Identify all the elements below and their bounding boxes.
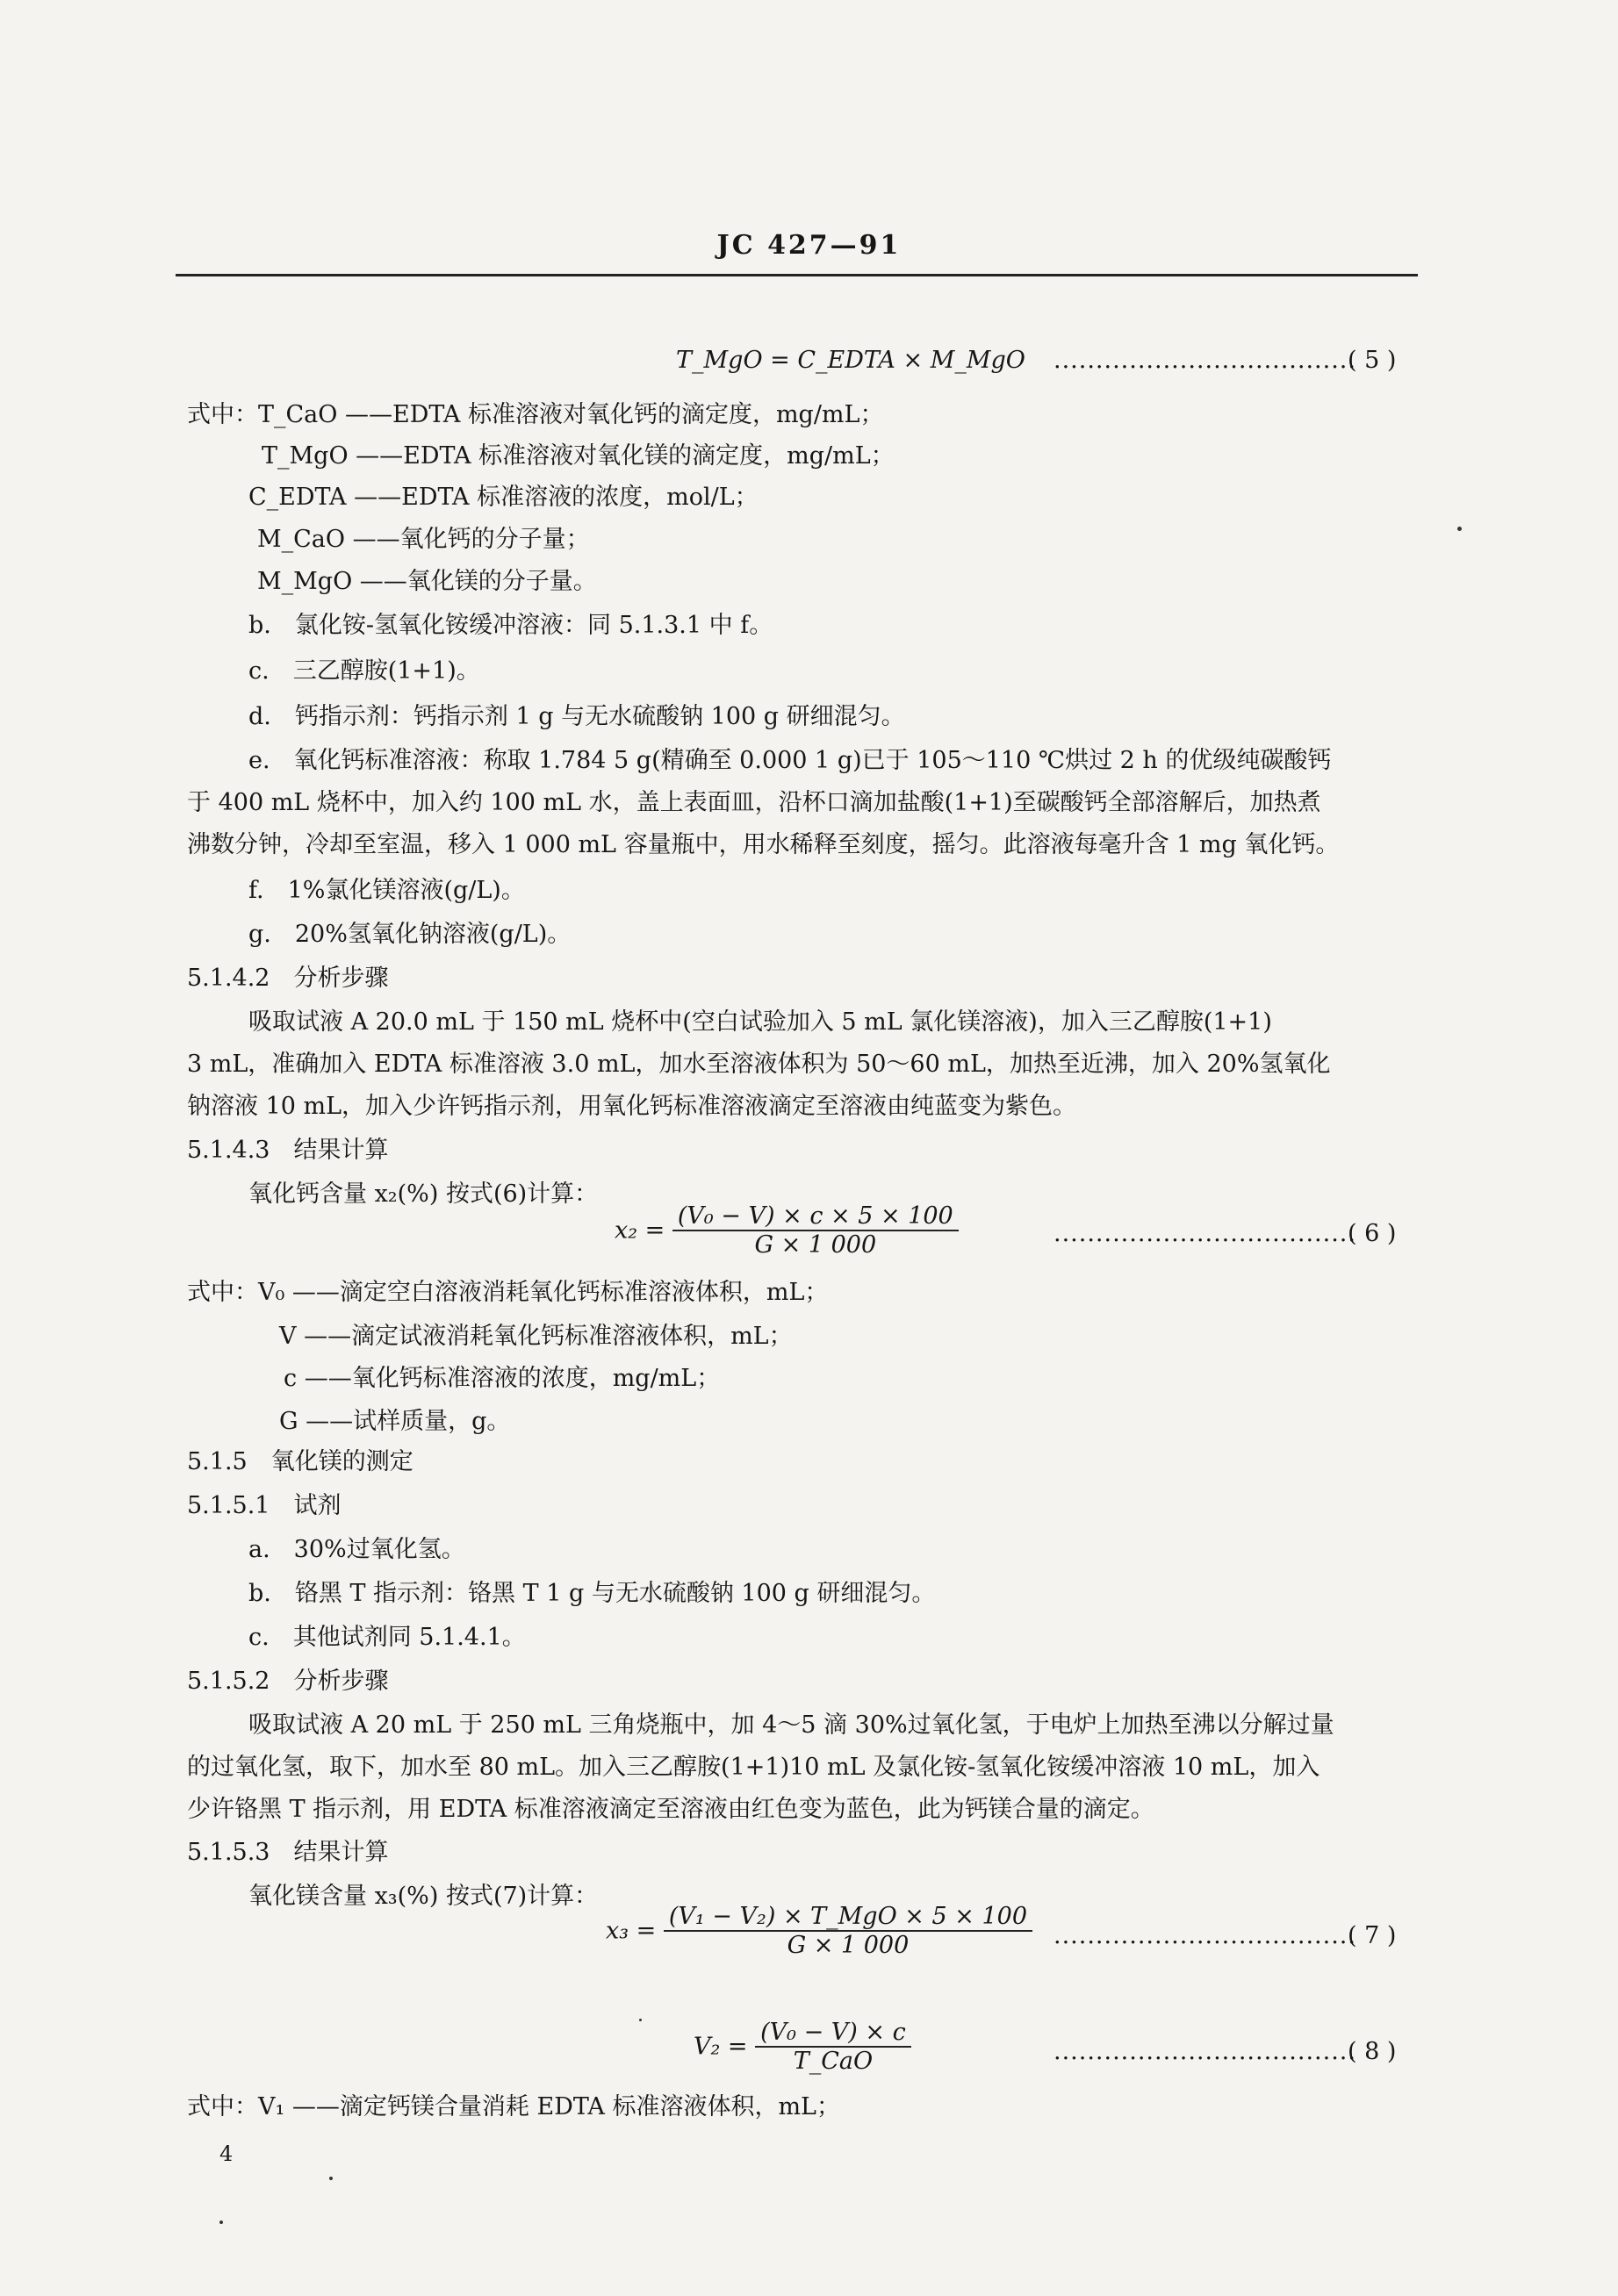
equation-8-denominator: T_CaO bbox=[793, 2048, 874, 2075]
heading-5153: 5.1.5.3 结果计算 bbox=[187, 1839, 389, 1866]
equation-7-lhs: x₃ = bbox=[606, 1917, 657, 1945]
heading-5152: 5.1.5.2 分析步骤 bbox=[187, 1668, 389, 1695]
equation-7-denominator: G × 1 000 bbox=[787, 1932, 910, 1959]
def-mmgo: M_MgO ——氧化镁的分子量。 bbox=[257, 568, 597, 595]
reagent-b: b. 氯化铵-氢氧化铵缓冲溶液：同 5.1.3.1 中 f。 bbox=[248, 612, 773, 639]
equation-7-fraction bbox=[664, 1903, 1032, 1959]
reagent-5151-c: c. 其他试剂同 5.1.4.1。 bbox=[248, 1624, 526, 1651]
def-tcao: 式中：T_CaO ——EDTA 标准溶液对氧化钙的滴定度，mg/mL； bbox=[187, 401, 884, 428]
equation-6 bbox=[615, 1202, 959, 1259]
equation-6-dots: .................................... bbox=[1053, 1220, 1356, 1247]
reagent-5151-b: b. 铬黑 T 指示剂：铬黑 T 1 g 与无水硫酸钠 100 g 研细混匀。 bbox=[248, 1580, 936, 1607]
equation-7 bbox=[606, 1903, 1032, 1959]
para-5142-line1: 吸取试液 A 20.0 mL 于 150 mL 烧杯中(空白试验加入 5 mL 氯化镁溶液)，加入三乙醇胺(1+1) bbox=[248, 1008, 1272, 1036]
page-number: 4 bbox=[219, 2142, 234, 2166]
def-cedta: C_EDTA ——EDTA 标准溶液的浓度，mol/L； bbox=[248, 484, 759, 511]
def-tmgo: T_MgO ——EDTA 标准溶液对氧化镁的滴定度，mg/mL； bbox=[262, 442, 895, 470]
para-5142-line2: 3 mL，准确加入 EDTA 标准溶液 3.0 mL，加水至溶液体积为 50～60 mL，加热至近沸，加入 20%氢氧化 bbox=[187, 1051, 1331, 1078]
equation-6-tag: ( 6 ) bbox=[1348, 1220, 1397, 1247]
def-v0: 式中：V₀ ——滴定空白溶液消耗氧化钙标准溶液体积，mL； bbox=[187, 1279, 829, 1306]
heading-5142: 5.1.4.2 分析步骤 bbox=[187, 965, 389, 992]
equation-6-denominator: G × 1 000 bbox=[754, 1231, 877, 1259]
para-5142-line3: 钠溶液 10 mL，加入少许钙指示剂，用氧化钙标准溶液滴定至溶液由纯蓝变为紫色。 bbox=[187, 1093, 1077, 1120]
equation-7-numerator: (V₁ − V₂) × T_MgO × 5 × 100 bbox=[664, 1903, 1032, 1932]
reagent-f: f. 1%氯化镁溶液(g/L)。 bbox=[248, 877, 525, 904]
para-5152-line3: 少许铬黑 T 指示剂，用 EDTA 标准溶液滴定至溶液由红色变为蓝色，此为钙镁合量的滴定。 bbox=[187, 1796, 1154, 1823]
equation-6-fraction bbox=[672, 1202, 959, 1259]
heading-515: 5.1.5 氧化镁的测定 bbox=[187, 1448, 413, 1475]
def-g: G ——试样质量，g。 bbox=[279, 1408, 511, 1435]
para-5143-intro: 氧化钙含量 x₂(%) 按式(6)计算： bbox=[248, 1180, 599, 1208]
reagent-e-line1: e. 氧化钙标准溶液：称取 1.784 5 g(精确至 0.000 1 g)已于 105～110 ℃烘过 2 h 的优级纯碳酸钙 bbox=[248, 747, 1332, 774]
equation-8-numerator: (V₀ − V) × c bbox=[755, 2019, 911, 2048]
equation-8-tag: ( 8 ) bbox=[1348, 2038, 1397, 2065]
para-5152-line2: 的过氧化氢，取下，加水至 80 mL。加入三乙醇胺(1+1)10 mL 及氯化铵-氢氧化铵缓冲溶液 10 mL，加入 bbox=[187, 1754, 1320, 1781]
equation-5-tag: ( 5 ) bbox=[1348, 347, 1397, 374]
equation-5-formula: T_MgO = C_EDTA × M_MgO bbox=[676, 347, 1025, 374]
equation-6-lhs: x₂ = bbox=[615, 1216, 665, 1245]
scan-speck bbox=[639, 2019, 642, 2021]
def-v: V ——滴定试液消耗氧化钙标准溶液体积，mL； bbox=[279, 1323, 793, 1350]
scan-speck bbox=[1457, 527, 1462, 531]
heading-5151: 5.1.5.1 试剂 bbox=[187, 1492, 342, 1519]
scan-speck bbox=[329, 2177, 333, 2180]
para-5152-line1: 吸取试液 A 20 mL 于 250 mL 三角烧瓶中，加 4～5 滴 30%过氧化氢，于电炉上加热至沸以分解过量 bbox=[248, 1711, 1334, 1739]
equation-5 bbox=[676, 347, 1025, 374]
header-rule bbox=[176, 274, 1418, 276]
scan-speck bbox=[219, 2221, 223, 2224]
def-v1: 式中：V₁ ——滴定钙镁合量消耗 EDTA 标准溶液体积，mL； bbox=[187, 2093, 840, 2120]
para-5153-intro: 氧化镁含量 x₃(%) 按式(7)计算： bbox=[248, 1883, 599, 1910]
equation-6-numerator: (V₀ − V) × c × 5 × 100 bbox=[672, 1202, 959, 1231]
reagent-5151-a: a. 30%过氧化氢。 bbox=[248, 1536, 465, 1563]
equation-8 bbox=[694, 2019, 911, 2075]
reagent-d: d. 钙指示剂：钙指示剂 1 g 与无水硫酸钠 100 g 研细混匀。 bbox=[248, 703, 905, 730]
reagent-e-line3: 沸数分钟，冷却至室温，移入 1 000 mL 容量瓶中，用水稀释至刻度，摇匀。此溶液每毫升含 1 mg 氧化钙。 bbox=[187, 831, 1340, 858]
equation-8-fraction bbox=[755, 2019, 911, 2075]
document-code: JC 427—91 bbox=[716, 230, 902, 261]
reagent-e-line2: 于 400 mL 烧杯中，加入约 100 mL 水，盖上表面皿，沿杯口滴加盐酸(1+1)至碳酸钙全部溶解后，加热煮 bbox=[187, 789, 1321, 816]
reagent-g: g. 20%氢氧化钠溶液(g/L)。 bbox=[248, 921, 572, 948]
equation-7-dots: .................................... bbox=[1053, 1922, 1356, 1949]
equation-8-dots: .................................... bbox=[1053, 2038, 1356, 2065]
def-c: c ——氧化钙标准溶液的浓度，mg/mL； bbox=[284, 1365, 721, 1392]
reagent-c: c. 三乙醇胺(1+1)。 bbox=[248, 657, 480, 685]
equation-7-tag: ( 7 ) bbox=[1348, 1922, 1397, 1949]
equation-5-dots: .................................... bbox=[1053, 347, 1356, 374]
equation-8-lhs: V₂ = bbox=[694, 2033, 748, 2061]
heading-5143: 5.1.4.3 结果计算 bbox=[187, 1137, 389, 1164]
def-mcao: M_CaO ——氧化钙的分子量； bbox=[257, 526, 590, 553]
